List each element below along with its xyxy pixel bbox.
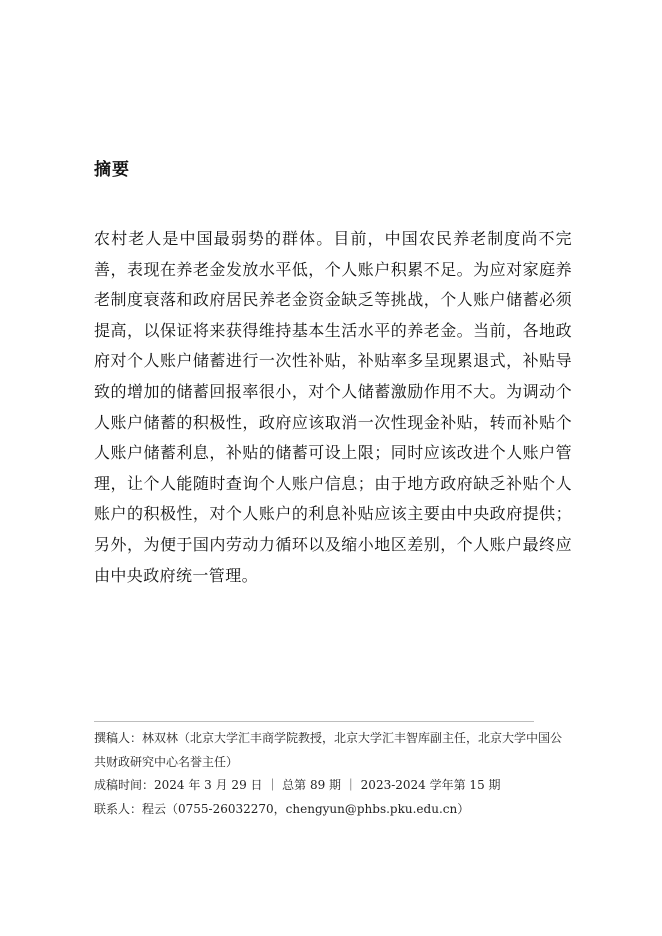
footer-divider: [94, 721, 534, 722]
report-metadata: [94, 727, 572, 821]
author-line: 撰稿人：林双林（北京大学汇丰商学院教授，北京大学汇丰智库副主任，北京大学中国公共财政研究中心名誉主任）: [94, 731, 563, 769]
date-issue-line: 成稿时间：2024 年 3 月 29 日 ｜ 总第 89 期 ｜ 2023-2024 学年第 15 期: [94, 778, 501, 792]
abstract-heading: 摘要: [94, 160, 130, 180]
abstract-body: 农村老人是中国最弱势的群体。目前，中国农民养老制度尚不完善，表现在养老金发放水平低，个人账户积累不足。为应对家庭养老制度衰落和政府居民养老金资金缺乏等挑战，个人账户储蓄必须提高，以保证将来获得维持基本生活水平的养老金。当前，各地政府对个人账户储蓄进行一次性补贴，补贴率多呈现累退式，补贴导致的增加的储蓄回报率很小，对个人储蓄激励作用不大。为调动个人账户储蓄的积极性，政府应该取消一次性现金补贴，转而补贴个人账户储蓄利息，补贴的储蓄可设上限；同时应该改进个人账户管理，让个人能随时查询个人账户信息；由于地方政府缺乏补贴个人账户的积极性，对个人账户的利息补贴应该主要由中央政府提供；另外，为便于国内劳动力循环以及缩小地区差别，个人账户最终应由中央政府统一管理。: [94, 229, 572, 585]
contact-line: 联系人：程云（0755-26032270，chengyun@phbs.pku.edu.cn）: [94, 801, 470, 816]
